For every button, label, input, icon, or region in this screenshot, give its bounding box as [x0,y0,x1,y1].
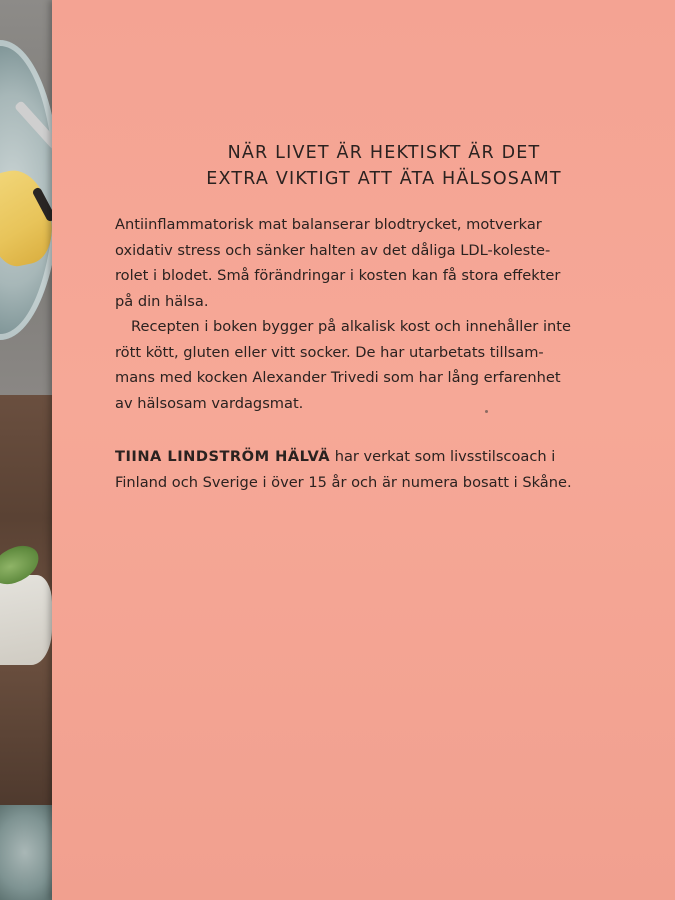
headline-line-2: EXTRA VIKTIGT ATT ÄTA HÄLSOSAMT [206,169,562,189]
paragraph-1-line: oxidativ stress och sänker halten av det dåliga LDL-koleste- [115,241,551,259]
author-bio [115,444,655,495]
paragraph-1 [115,212,655,314]
author-bio-line-1 [115,444,655,470]
cloth-napkin [0,575,52,665]
paragraph-1-line: på din hälsa. [115,292,209,310]
paragraph-2-line: mans med kocken Alexander Trivedi som har lång erfarenhet [115,369,561,386]
headline-line-1: NÄR LIVET ÄR HEKTISKT ÄR DET [227,143,541,163]
cover-headline [104,140,664,192]
paragraph-1-line: rolet i blodet. Små förändringar i kosten kan få stora effekter [115,267,561,284]
author-bio-line-2: Finland och Sverige i över 15 år och är numera bosatt i Skåne. [115,473,572,491]
paper-speck [485,410,488,413]
paragraph-2-line: av hälsosam vardagsmat. [115,394,304,412]
paragraph-2-line: rött kött, gluten eller vitt socker. De har utarbetats tillsam- [115,343,544,361]
blurb-text [115,212,655,495]
paragraph-2 [115,314,655,416]
paragraph-2-line: Recepten i boken bygger på alkalisk kost och innehåller inte [131,318,571,335]
author-name: TIINA LINDSTRÖM HÄLVÄ [115,448,331,465]
cover-panel [52,0,675,900]
author-bio-rest: har verkat som livsstilscoach i [330,448,556,465]
paragraph-1-line: Antiinflammatorisk mat balanserar blodtrycket, motverkar [115,216,542,233]
